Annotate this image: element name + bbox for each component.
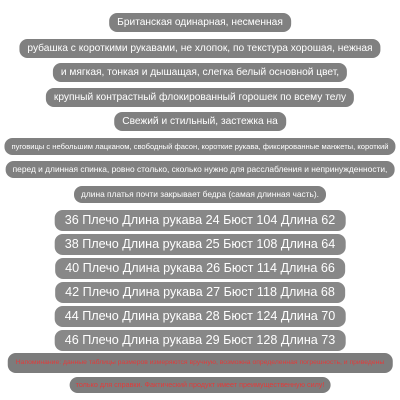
notice-line-2: только для справки. Фактический продукт имеет преимущественную силу!: [70, 377, 331, 393]
size-row-44: 44 Плечо Длина рукава 28 Бюст 124 Длина 70: [55, 306, 346, 327]
size-row-38: 38 Плечо Длина рукава 25 Бюст 108 Длина 64: [55, 234, 346, 255]
description-line-8: длина платья почти закрывает бедра (самая длинная часть).: [74, 186, 326, 203]
description-line-1: Британская одинарная, несменная: [109, 13, 291, 32]
description-line-4: крупный контрастный флокированный горошек по всему телу: [46, 88, 354, 107]
description-line-2: рубашка с короткими рукавами, не хлопок, по текстура хорошая, нежная: [19, 39, 380, 58]
description-line-3: и мягкая, тонкая и дышащая, слегка белый основной цвет,: [53, 63, 347, 82]
description-line-7: перед и длинная спинка, ровно столько, сколько нужно для расслабления и непринужденности,: [6, 161, 395, 178]
size-row-40: 40 Плечо Длина рукава 26 Бюст 114 Длина 66: [55, 258, 345, 279]
description-line-5: Свежий и стильный, застежка на: [114, 112, 286, 131]
description-line-6: пуговицы с небольшим лацканом, свободный фасон, короткие рукава, фиксированные манжеты, короткий: [4, 138, 395, 155]
size-row-42: 42 Плечо Длина рукава 27 Бюст 118 Длина 68: [55, 282, 345, 303]
size-row-36: 36 Плечо Длина рукава 24 Бюст 104 Длина 62: [55, 210, 346, 231]
size-row-46: 46 Плечо Длина рукава 29 Бюст 128 Длина 73: [55, 330, 346, 351]
notice-line-1: Напоминание: данные таблицы размеров измеряются вручную, возможна определенная погрешность, и приведены: [8, 353, 393, 373]
